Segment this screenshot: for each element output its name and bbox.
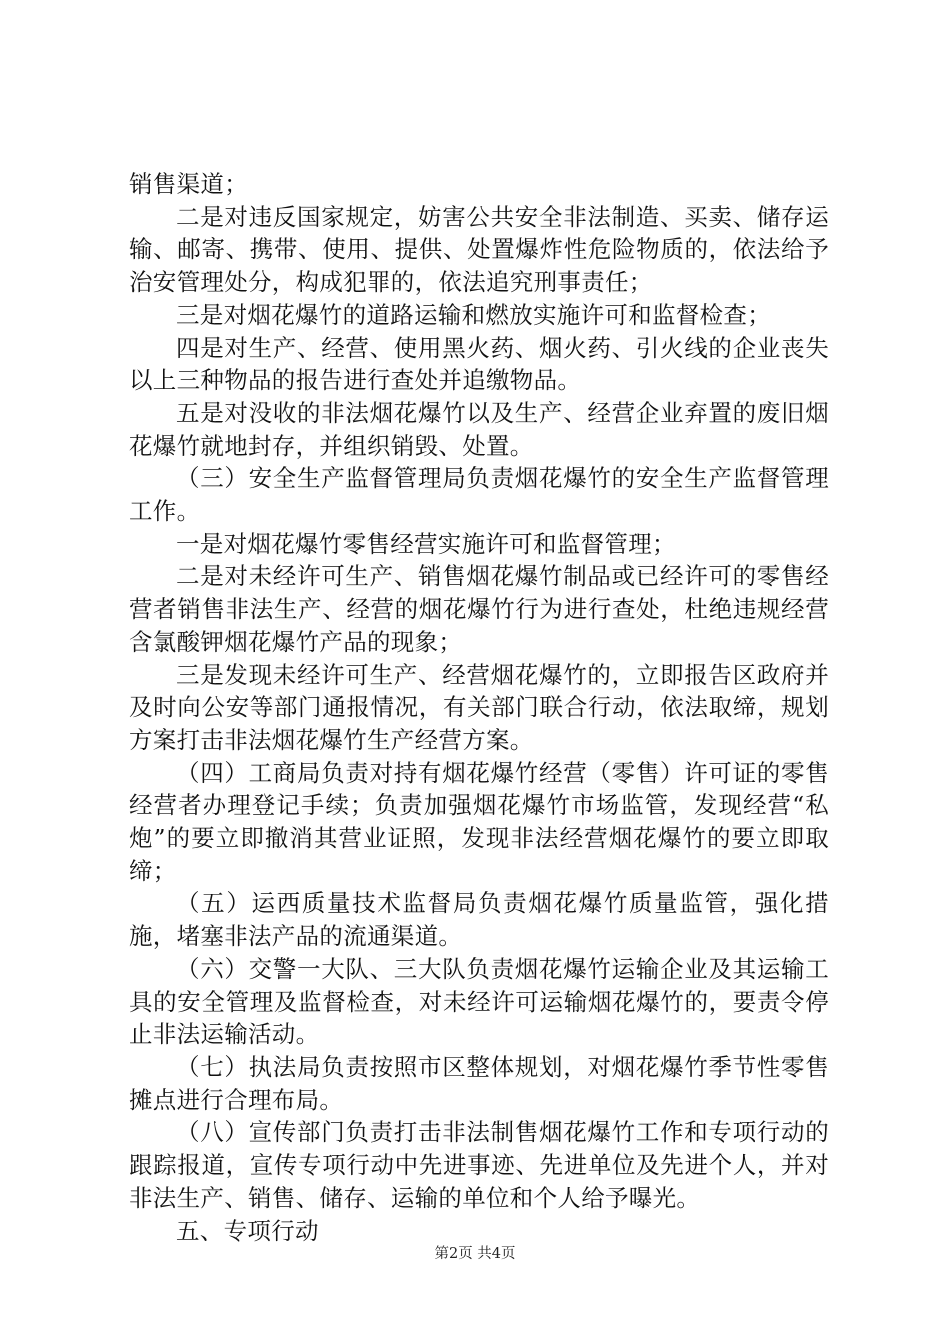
section-heading-7: （七）执法局负责按照市区整体规划，对烟花爆竹季节性零售摊点进行合理布局。 [129, 1052, 829, 1114]
paragraph-continuation: 销售渠道； [129, 170, 248, 198]
section-heading-4: （四）工商局负责对持有烟花爆竹经营（零售）许可证的零售经营者办理登记手续；负责加强烟花爆竹市场监管，发现经营“私炮”的要立即撤消其营业证照，发现非法经营烟花爆竹的要立即取缔； [129, 758, 829, 885]
paragraph-safety-1: 一是对烟花爆竹零售经营实施许可和监督管理； [176, 529, 676, 558]
paragraph-item-4: 四是对生产、经营、使用黑火药、烟火药、引火线的企业丧失以上三种物品的报告进行查处并追缴物品。 [129, 333, 829, 395]
section-heading-5: （五）运西质量技术监督局负责烟花爆竹质量监管，强化措施，堵塞非法产品的流通渠道。 [129, 889, 829, 951]
paragraph-item-2: 二是对违反国家规定，妨害公共安全非法制造、买卖、储存运输、邮寄、携带、使用、提供、处置爆炸性危险物质的，依法给予治安管理处分，构成犯罪的，依法追究刑事责任； [129, 202, 829, 297]
section-heading-8: （八）宣传部门负责打击非法制售烟花爆竹工作和专项行动的跟踪报道，宣传专项行动中先进事迹、先进单位及先进个人，并对非法生产、销售、储存、运输的单位和个人给予曝光。 [129, 1118, 829, 1212]
paragraph-item-3: 三是对烟花爆竹的道路运输和燃放实施许可和监督检查； [176, 300, 771, 329]
paragraph-safety-2: 二是对未经许可生产、销售烟花爆竹制品或已经许可的零售经营者销售非法生产、经营的烟花爆竹行为进行查处，杜绝违规经营含氯酸钾烟花爆竹产品的现象； [129, 562, 829, 656]
paragraph-item-5: 五是对没收的非法烟花爆竹以及生产、经营企业弃置的废旧烟花爆竹就地封存，并组织销毁、处置。 [129, 398, 829, 460]
paragraph-safety-3: 三是发现未经许可生产、经营烟花爆竹的，立即报告区政府并及时向公安等部门通报情况，有关部门联合行动，依法取缔，规划方案打击非法烟花爆竹生产经营方案。 [129, 660, 829, 754]
section-heading-3: （三）安全生产监督管理局负责烟花爆竹的安全生产监督管理工作。 [129, 464, 829, 526]
chapter-heading: 五、专项行动 [176, 1216, 319, 1245]
document-body [129, 168, 829, 1247]
page-number-footer: 第2页 共4页 [434, 1246, 516, 1262]
section-heading-6: （六）交警一大队、三大队负责烟花爆竹运输企业及其运输工具的安全管理及监督检查，对未经许可运输烟花爆竹的，要责令停止非法运输活动。 [129, 954, 829, 1049]
